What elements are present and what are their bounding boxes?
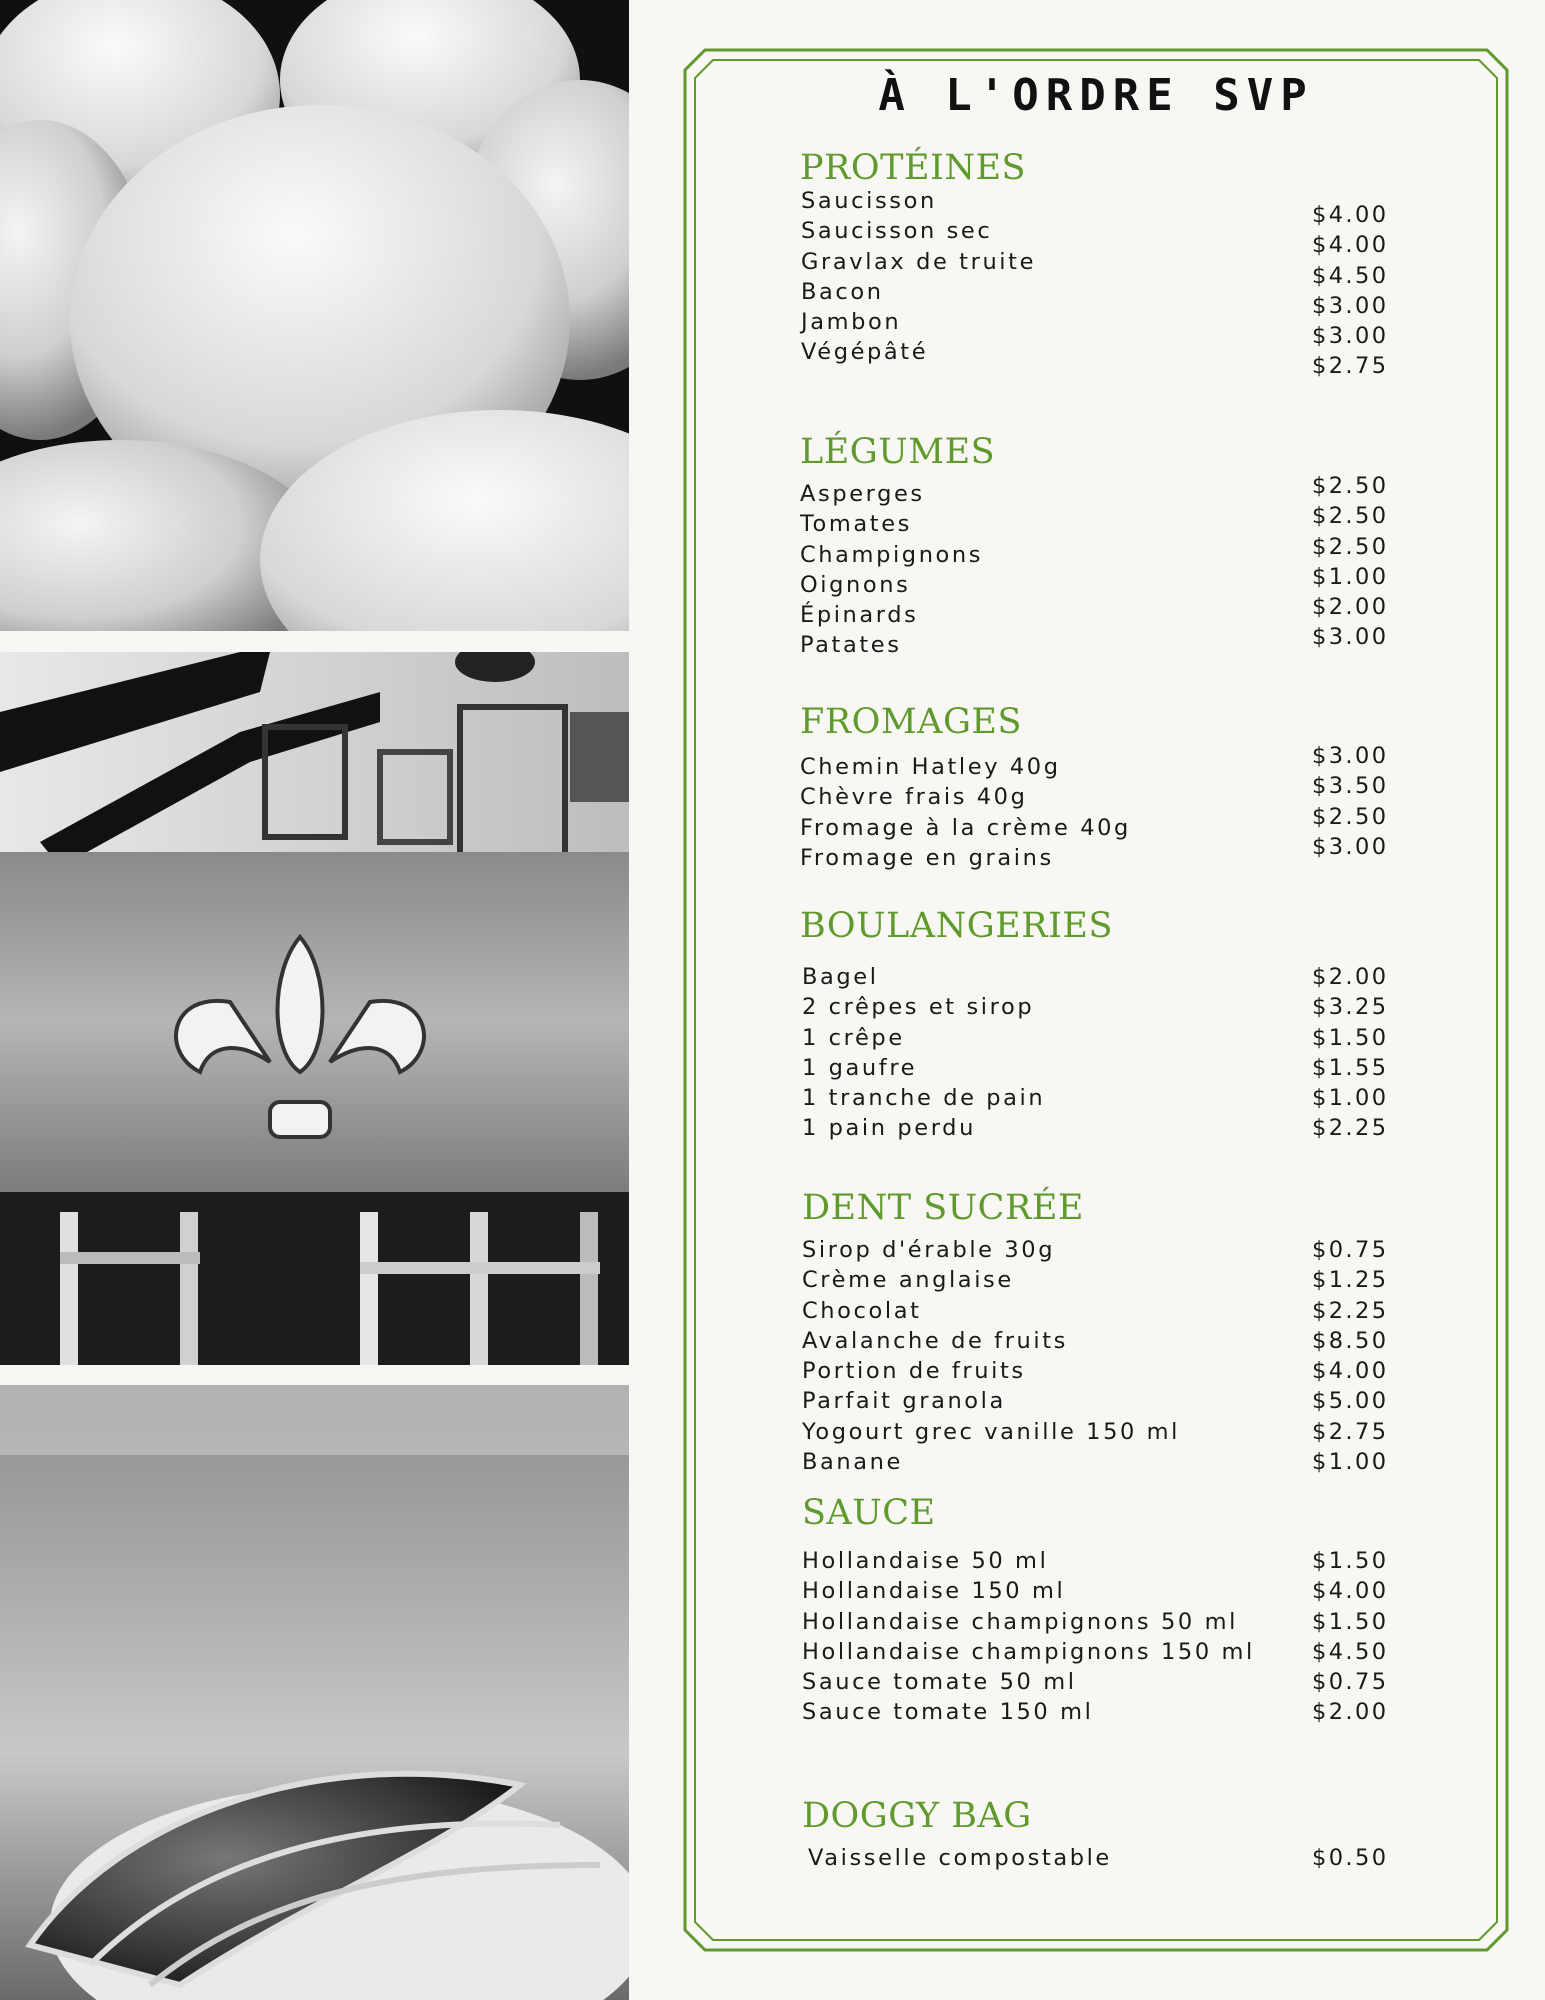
menu-item-price: $3.00 (1312, 833, 1389, 860)
menu-item-name: Gravlax de truite (801, 248, 1037, 275)
section-title-legumes: LÉGUMES (800, 432, 996, 472)
menu-item-name: Sauce tomate 150 ml (802, 1699, 1094, 1726)
menu-item-price: $2.25 (1312, 1297, 1389, 1324)
menu-item-price: $2.50 (1312, 803, 1389, 830)
menu-title: À L'ORDRE SVP (878, 70, 1314, 121)
menu-item-name: Chemin Hatley 40g (800, 754, 1061, 780)
section-items-legumes (800, 479, 983, 661)
menu-item-price: $2.00 (1312, 964, 1389, 990)
section-title-dent-sucree: DENT SUCRÉE (802, 1188, 1084, 1228)
section-title-proteines: PROTÉINES (800, 148, 1026, 188)
menu-item-name: Fromage à la crème 40g (800, 814, 1131, 841)
menu-item-name: Vaisselle compostable (808, 1845, 1112, 1871)
section-items-fromages (800, 752, 1131, 873)
menu-item-price: $3.00 (1312, 323, 1389, 350)
menu-item-name: Patates (800, 632, 902, 659)
section-title-boulangeries: BOULANGERIES (800, 906, 1113, 946)
menu-item-name: Jambon (801, 309, 902, 336)
plates-photo (0, 1385, 629, 2000)
section-prices-fromages (1312, 741, 1388, 862)
menu-item-name: Sirop d'érable 30g (802, 1237, 1056, 1263)
menu-item-price: $0.75 (1312, 1237, 1389, 1263)
menu-item-name: Saucisson (801, 188, 937, 214)
eggs-photo (0, 0, 629, 631)
menu-item-name: Asperges (800, 481, 925, 507)
section-items-proteines (801, 186, 1036, 368)
menu-item-price: $3.00 (1312, 743, 1389, 769)
menu-item-price: $0.50 (1312, 1845, 1389, 1871)
menu-item-name: Fromage en grains (800, 844, 1054, 871)
menu-item-name: Crème anglaise (802, 1267, 1014, 1294)
menu-item-name: Épinards (800, 602, 919, 629)
menu-item-price: $3.25 (1312, 994, 1389, 1021)
menu-item-name: Oignons (800, 571, 911, 598)
menu-item-price: $8.50 (1312, 1327, 1389, 1354)
menu-item-name: 1 tranche de pain (802, 1085, 1046, 1112)
menu-item-name: 2 crêpes et sirop (802, 994, 1035, 1021)
menu-item-price: $4.50 (1312, 262, 1389, 289)
menu-item-price: $3.50 (1312, 773, 1389, 800)
menu-item-price: $0.75 (1312, 1669, 1389, 1696)
menu-item-price: $1.50 (1312, 1608, 1389, 1635)
menu-item-name: Champignons (800, 541, 984, 568)
menu-item-price: $2.00 (1312, 1699, 1389, 1726)
section-title-sauce: SAUCE (802, 1493, 936, 1533)
menu-item-name: Yogourt grec vanille 150 ml (802, 1418, 1181, 1445)
menu-item-price: $2.50 (1312, 503, 1389, 530)
menu-item-name: Parfait granola (802, 1388, 1006, 1415)
menu-item-name: Végépâté (801, 339, 929, 366)
menu-item-price: $4.50 (1312, 1638, 1389, 1665)
section-prices-sauce (1312, 1546, 1388, 1728)
menu-item-price: $4.00 (1312, 202, 1389, 228)
menu-item-price: $1.25 (1312, 1267, 1389, 1294)
section-items-doggy-bag (808, 1843, 1112, 1873)
menu-item-price: $3.00 (1312, 624, 1389, 651)
menu-item-name: Portion de fruits (802, 1358, 1026, 1385)
section-prices-boulangeries (1312, 962, 1388, 1144)
section-prices-legumes (1312, 471, 1388, 653)
menu-item-price: $1.00 (1312, 1449, 1389, 1476)
section-items-sauce (802, 1546, 1255, 1728)
menu-item-name: 1 crêpe (802, 1024, 905, 1051)
menu-item-name: Tomates (800, 511, 912, 538)
menu-item-price: $4.00 (1312, 1578, 1389, 1605)
menu-item-name: 1 pain perdu (802, 1115, 976, 1142)
menu-item-name: Sauce tomate 50 ml (802, 1669, 1077, 1696)
menu-item-price: $5.00 (1312, 1388, 1389, 1415)
menu-item-price: $1.50 (1312, 1024, 1389, 1051)
menu-item-name: Chèvre frais 40g (800, 784, 1028, 811)
menu-item-name: Hollandaise 50 ml (802, 1548, 1049, 1574)
menu-item-name: Hollandaise champignons 150 ml (802, 1638, 1255, 1665)
menu-item-name: Hollandaise champignons 50 ml (802, 1608, 1238, 1635)
menu-item-name: 1 gaufre (802, 1054, 918, 1081)
section-prices-proteines (1312, 200, 1388, 382)
menu-item-name: Avalanche de fruits (802, 1327, 1069, 1354)
section-prices-dent-sucree (1312, 1235, 1388, 1477)
section-prices-doggy-bag (1312, 1843, 1388, 1873)
menu-item-price: $1.50 (1312, 1548, 1389, 1574)
fleur-de-lis-chair-photo (0, 652, 629, 1365)
menu-item-price: $2.50 (1312, 473, 1389, 499)
menu-item-price: $4.00 (1312, 232, 1389, 259)
section-items-dent-sucree (802, 1235, 1180, 1477)
menu-item-price: $2.50 (1312, 533, 1389, 560)
menu-item-price: $1.00 (1312, 1085, 1389, 1112)
section-title-fromages: FROMAGES (800, 702, 1022, 742)
menu-item-name: Saucisson sec (801, 218, 993, 245)
menu-item-price: $2.25 (1312, 1115, 1389, 1142)
menu-item-name: Bacon (801, 278, 884, 305)
menu-item-name: Bagel (802, 964, 879, 990)
menu-item-price: $2.00 (1312, 594, 1389, 621)
menu-item-price: $1.00 (1312, 563, 1389, 590)
section-title-doggy-bag: DOGGY BAG (802, 1796, 1032, 1836)
menu-item-price: $3.00 (1312, 292, 1389, 319)
menu-item-price: $1.55 (1312, 1054, 1389, 1081)
menu-item-name: Chocolat (802, 1297, 922, 1324)
menu-item-price: $4.00 (1312, 1358, 1389, 1385)
menu-item-name: Hollandaise 150 ml (802, 1578, 1066, 1605)
menu-item-price: $2.75 (1312, 353, 1389, 380)
menu-item-price: $2.75 (1312, 1418, 1389, 1445)
section-items-boulangeries (802, 962, 1045, 1144)
menu-item-name: Banane (802, 1449, 903, 1476)
